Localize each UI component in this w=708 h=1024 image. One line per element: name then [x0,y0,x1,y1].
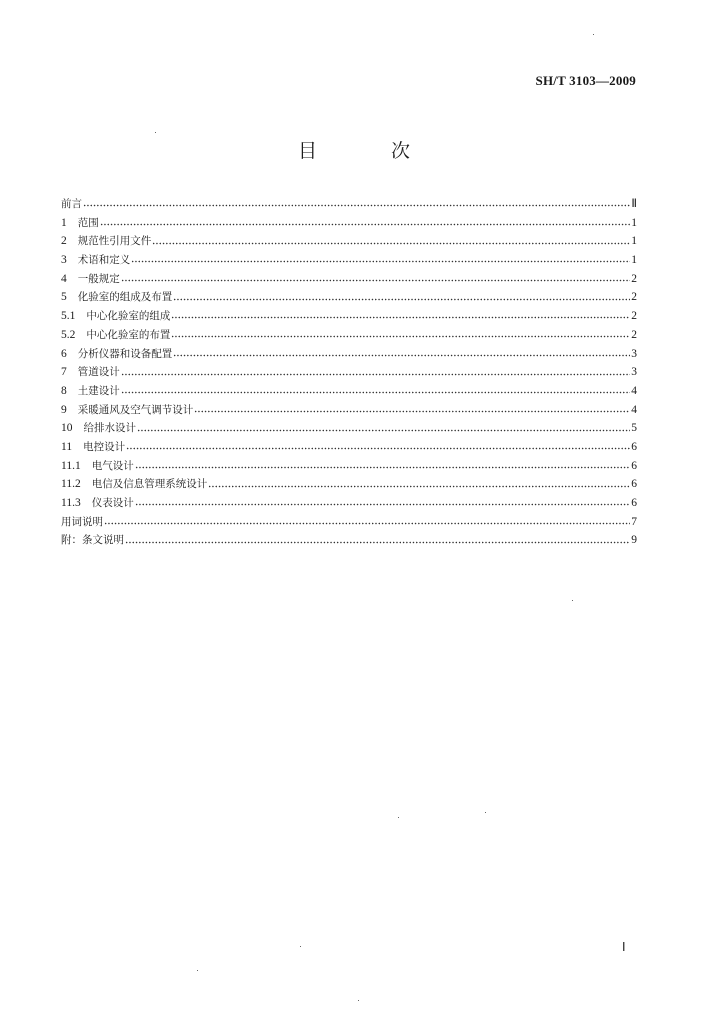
toc-entry-title: 范围 [77,216,99,229]
toc-entry-number: 7 [61,366,67,379]
toc-entry-title: 仪表设计 [91,497,134,509]
toc-entry-number: 11.2 [61,478,81,491]
toc-dot-leader [173,348,630,360]
toc-entry[interactable] [61,438,637,457]
scan-speck [358,1000,359,1001]
page-title: 目 次 [297,140,445,162]
toc-entry[interactable] [61,232,637,251]
toc-entry[interactable] [61,288,637,307]
toc-entry-number: 10 [61,422,73,435]
toc-entry-page: 6 [631,497,637,509]
toc-entry-title: 分析仪器和设备配置 [77,347,173,360]
toc-entry-number: 8 [61,384,67,397]
toc-entry-number: 5.1 [61,310,76,323]
toc-entry[interactable] [61,214,637,233]
toc-entry-page: 2 [631,310,637,323]
standard-code: SH/T 3103—2009 [535,73,636,88]
toc-entry-title: 附：条文说明 [61,534,124,547]
toc-entry-title: 用词说明 [61,515,103,528]
toc-dot-leader [135,460,631,472]
toc-entry[interactable] [61,419,637,438]
toc-entry-page: 4 [631,403,637,416]
toc-entry-title: 电信及信息管理系统设计 [91,478,208,491]
toc-entry-number: 4 [61,272,67,285]
scan-speck [593,34,594,35]
toc-entry[interactable] [61,345,637,364]
toc-dot-leader [208,479,630,491]
table-of-contents [61,195,637,550]
toc-entry[interactable] [61,475,637,494]
toc-entry[interactable] [61,513,637,532]
toc-entry-page: 2 [631,291,637,304]
toc-entry-number: 5 [61,291,67,304]
toc-entry-page: Ⅱ [631,198,637,210]
toc-dot-leader [104,516,630,528]
toc-entry-title: 管道设计 [77,366,120,379]
scan-speck [155,132,156,133]
toc-entry-number: 2 [61,235,67,248]
toc-entry[interactable] [61,401,637,420]
toc-entry-title: 中心化验室的组成 [86,310,171,323]
toc-entry-title: 前言 [61,198,82,210]
page-number: Ⅰ [622,940,626,954]
toc-dot-leader [121,367,631,379]
toc-entry-page: 2 [631,328,637,341]
toc-dot-leader [126,441,630,453]
toc-entry-number: 3 [61,254,67,267]
toc-entry-title: 规范性引用文件 [77,235,152,248]
toc-entry[interactable] [61,326,637,345]
toc-entry-page: 6 [631,440,637,453]
toc-entry-title: 电气设计 [91,459,134,472]
toc-entry[interactable] [61,457,637,476]
toc-dot-leader [171,329,630,341]
toc-entry[interactable] [61,363,637,382]
toc-entry-title: 一般规定 [77,272,120,285]
toc-entry-title: 化验室的组成及布置 [77,291,173,304]
toc-dot-leader [173,292,630,304]
toc-entry-page: 2 [631,272,637,285]
toc-entry-page: 6 [631,478,637,491]
toc-dot-leader [121,385,631,397]
toc-entry-page: 1 [631,235,637,248]
toc-entry[interactable] [61,195,637,214]
toc-entry-page: 3 [631,347,637,360]
toc-entry-page: 3 [631,366,637,379]
toc-dot-leader [83,198,630,210]
toc-entry-page: 4 [631,384,637,397]
scan-speck [485,812,486,813]
toc-dot-leader [194,404,630,416]
scan-speck [572,600,573,601]
toc-entry-number: 1 [61,216,67,229]
toc-entry-number: 11 [61,440,73,453]
toc-entry-title: 术语和定义 [77,254,131,267]
toc-entry-page: 5 [631,422,637,435]
toc-dot-leader [152,236,630,248]
scan-speck [197,970,198,971]
toc-dot-leader [137,423,630,435]
toc-entry-page: 6 [631,459,637,472]
toc-entry[interactable] [61,307,637,326]
toc-entry[interactable] [61,494,637,513]
toc-entry-title: 电控设计 [83,440,126,453]
toc-entry-number: 6 [61,347,67,360]
toc-entry-page: 1 [631,254,637,267]
toc-entry[interactable] [61,382,637,401]
scan-speck [398,817,399,818]
toc-entry-number: 11.3 [61,497,81,509]
toc-dot-leader [100,217,631,229]
toc-entry-page: 1 [631,216,637,229]
toc-entry-number: 11.1 [61,459,81,472]
toc-dot-leader [125,535,630,547]
toc-entry[interactable] [61,270,637,289]
scan-speck [300,946,301,947]
toc-entry-title: 土建设计 [77,384,120,397]
toc-entry-number: 5.2 [61,328,76,341]
toc-dot-leader [171,310,630,322]
toc-entry[interactable] [61,531,637,550]
toc-entry-title: 中心化验室的布置 [86,328,171,341]
toc-entry-number: 9 [61,403,67,416]
toc-entry[interactable] [61,251,637,270]
toc-entry-page: 9 [631,534,637,547]
toc-dot-leader [131,254,630,266]
toc-dot-leader [135,497,631,509]
toc-entry-title: 给排水设计 [83,422,136,435]
toc-entry-page: 7 [631,515,637,528]
toc-dot-leader [121,273,631,285]
toc-entry-title: 采暖通风及空气调节设计 [77,403,194,416]
